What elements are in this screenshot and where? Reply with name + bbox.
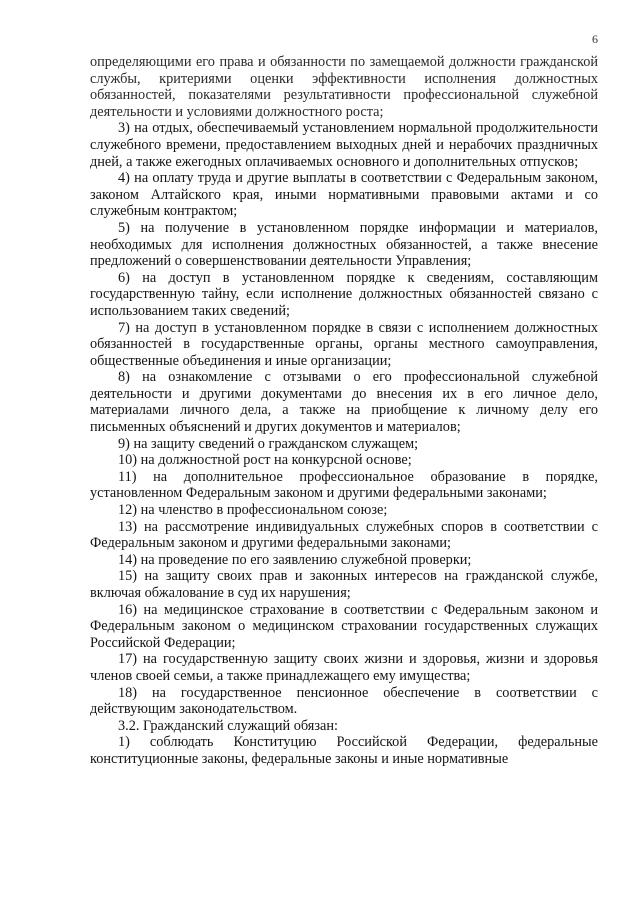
document-body: [90, 54, 598, 768]
page-number: 6: [592, 32, 598, 46]
paragraph-item-13: 13) на рассмотрение индивидуальных служебных споров в соответствии с Федеральным законом и другими федеральными законами;: [90, 518, 598, 552]
paragraph-item-16: 16) на медицинское страхование в соответствии с Федеральным законом и Федеральным законом о медицинском страховании государственных служащих Российской Федерации;: [90, 601, 598, 651]
paragraph-item-18: 18) на государственное пенсионное обеспечение в соответствии с действующим законодательством.: [90, 684, 598, 718]
paragraph-item-10: 10) на должностной рост на конкурсной основе;: [118, 452, 412, 469]
paragraph-continuation: определяющими его права и обязанности по замещаемой должности гражданской службы, критериями оценки эффективности исполнения должностных обязанностей, показателями результативности профессиональной служебной деятельности и условиями должностного роста;: [90, 54, 598, 120]
paragraph-item-7: 7) на доступ в установленном порядке в связи с исполнением должностных обязанностей в государственные органы, органы местного самоуправления, общественные объединения и иные организации;: [90, 319, 598, 369]
paragraph-item-4: 4) на оплату труда и другие выплаты в соответствии с Федеральным законом, законом Алтайского края, иными нормативными правовыми актами и со служебным контрактом;: [90, 170, 598, 220]
paragraph-item-8: 8) на ознакомление с отзывами о его профессиональной служебной деятельности и другими документами до внесения их в его личное дело, материалами личного дела, а также на приобщение к личному делу его письменных объяснений и других документов и материалов;: [90, 369, 598, 436]
paragraph-item-15: 15) на защиту своих прав и законных интересов на гражданской службе, включая обжалование в суд их нарушения;: [90, 568, 598, 601]
paragraph-duty-1: 1) соблюдать Конституцию Российской Федерации, федеральные конституционные законы, федеральные законы и иные нормативные: [90, 734, 598, 767]
paragraph-item-6: 6) на доступ в установленном порядке к сведениям, составляющим государственную тайну, если исполнение должностных обязанностей связано с использованием таких сведений;: [90, 269, 598, 319]
paragraph-item-3: 3) на отдых, обеспечиваемый установлением нормальной продолжительности служебного времени, предоставлением выходных дней и нерабочих праздничных дней, а также ежегодных оплачиваемых основного и дополнительных отпусков;: [90, 120, 598, 170]
paragraph-item-9: 9) на защиту сведений о гражданском служащем;: [118, 435, 419, 452]
paragraph-item-17: 17) на государственную защиту своих жизни и здоровья, жизни и здоровья членов своей семьи, а также принадлежащего ему имущества;: [90, 651, 598, 684]
paragraph-item-5: 5) на получение в установленном порядке информации и материалов, необходимых для исполнения должностных обязанностей, а также внесение предложений о совершенствовании деятельности Управления;: [90, 219, 598, 270]
paragraph-item-14: 14) на проведение по его заявлению служебной проверки;: [118, 551, 472, 568]
section-heading-3-2: 3.2. Гражданский служащий обязан:: [118, 717, 339, 734]
paragraph-item-11: 11) на дополнительное профессиональное образование в порядке, установленном Федеральным законом и другими федеральными законами;: [90, 468, 598, 502]
paragraph-item-12: 12) на членство в профессиональном союзе;: [118, 502, 388, 519]
